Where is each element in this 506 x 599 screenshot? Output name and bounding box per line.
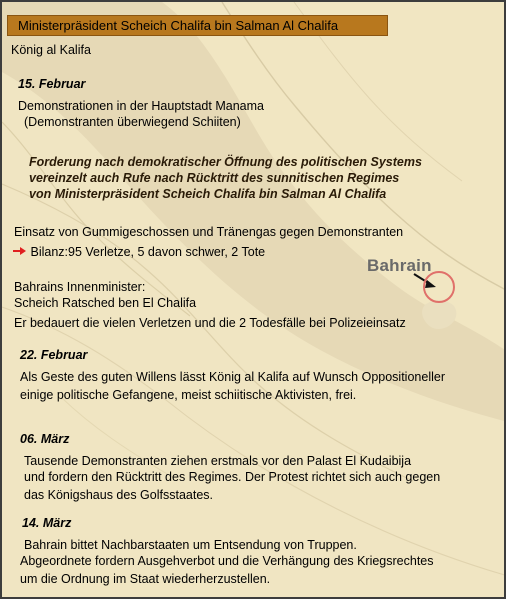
minister-statement: Er bedauert die vielen Verletzen und die 2 Todesfälle bei Polizeieinsatz [14,316,406,330]
feb-15-balance-row [13,244,265,260]
bahrain-marker [412,266,456,306]
demands-block [29,154,422,202]
date-mar-14: 14. März [22,516,72,530]
mar-14-line-2: Abgeordnete fordern Ausgehverbot und die Verhängung des Kriegsrechtes [20,554,434,568]
mar-14-line-3: um die Ordnung im Staat wiederherzustellen. [20,572,271,586]
mar-14-line-1: Bahrain bittet Nachbarstaaten um Entsendung von Truppen. [24,538,357,552]
demand-line-2: vereinzelt auch Rufe nach Rücktritt des sunnitischen Regimes [29,171,400,185]
feb-15-balance: Bilanz:95 Verletze, 5 davon schwer, 2 Tote [30,245,266,259]
subtitle: König al Kalifa [11,43,91,57]
content-layer [2,2,506,599]
minister-label: Bahrains Innenminister: [14,280,146,294]
demand-line-1: Forderung nach demokratischer Öffnung des politischen Systems [29,155,422,169]
date-mar-06: 06. März [20,432,70,446]
red-arrow-icon [13,247,26,255]
feb-15-action: Einsatz von Gummigeschossen und Tränengas gegen Demonstranten [14,225,404,239]
page-title: Ministerpräsident Scheich Chalifa bin Salman Al Chalifa [7,15,388,36]
feb-15-line-1: Demonstrationen in der Hauptstadt Manama [18,99,264,113]
feb-22-line-2: einige politische Gefangene, meist schiitische Aktivisten, frei. [20,388,357,402]
feb-22-line-1: Als Geste des guten Willens lässt König al Kalifa auf Wunsch Oppositioneller [20,370,445,384]
feb-15-line-2: (Demonstranten überwiegend Schiiten) [24,115,241,129]
date-feb-15: 15. Februar [18,77,86,91]
mar-06-line-1: Tausende Demonstranten ziehen erstmals vor den Palast El Kudaibija [24,454,412,468]
bahrain-map-label: Bahrain [367,256,432,275]
mar-06-line-3: das Königshaus des Golfsstaates. [24,488,214,502]
minister-name: Scheich Ratsched ben El Chalifa [14,296,197,310]
demand-line-3: von Ministerpräsident Scheich Chalifa bin Salman Al Chalifa [29,187,387,201]
date-feb-22: 22. Februar [20,348,88,362]
mar-06-line-2: und fordern den Rücktritt des Regimes. Der Protest richtet sich auch gegen [24,470,441,484]
